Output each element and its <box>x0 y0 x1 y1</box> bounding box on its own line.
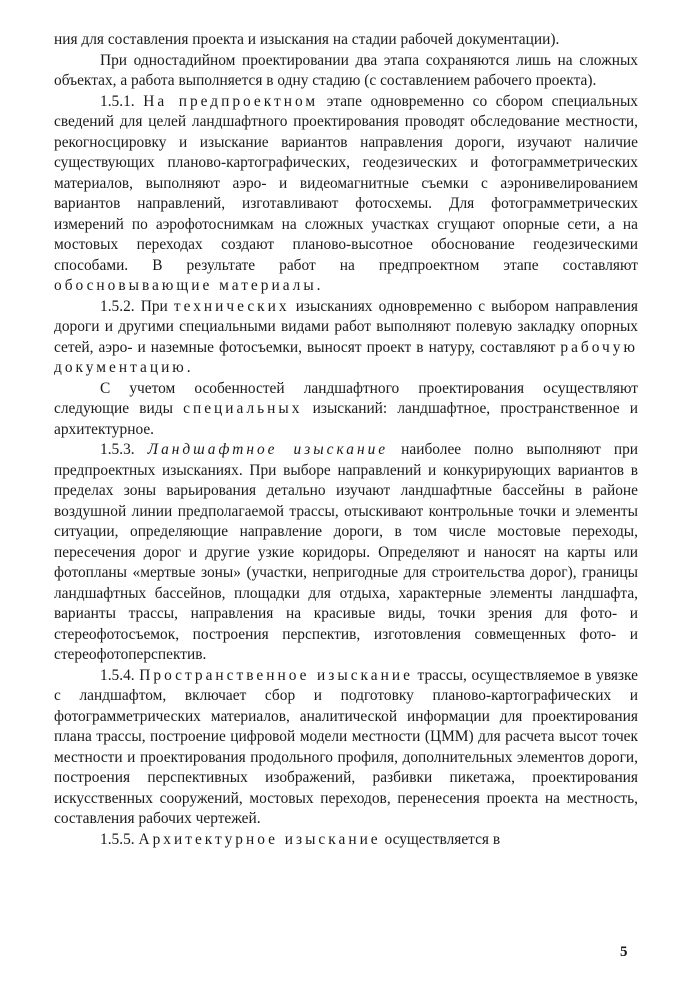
emphasized-term: Пространственное изыскание <box>139 666 413 684</box>
emphasized-term: Архитектурное изыскание <box>138 830 381 848</box>
text-run: При одностадийном проектировании два этапа сохраняются лишь на сложных объектах, а работа выполняется в одну стадию (с составлением рабочего проекта). <box>54 51 638 89</box>
text-run: 1.5.1. <box>100 92 144 110</box>
emphasized-term: специальных <box>183 400 303 417</box>
text-run: 1.5.2. При <box>100 297 174 315</box>
document-body <box>54 30 638 850</box>
page-number: 5 <box>620 944 628 960</box>
text-run: осуществляется в <box>380 830 501 848</box>
paragraph <box>54 297 638 379</box>
emphasized-term: рабочую документацию. <box>54 338 638 376</box>
text-run: 1.5.4. <box>100 666 140 684</box>
emphasized-term: На предпроектном <box>143 92 319 110</box>
emphasized-term: Ландшафтное изыскание <box>147 441 389 458</box>
paragraph <box>54 30 638 51</box>
text-run: изысканиях одновременно с выбором направления дороги и другими специальными видами работ выполняют полевую закладку опорных сетей, аэро- и наземные фотосъемки, выносят проект в натуру, составляют <box>54 297 638 356</box>
text-run: 1.5.5. <box>100 830 139 848</box>
paragraph <box>54 666 638 830</box>
text-run: ния для составления проекта и изыскания на стадии рабочей документации). <box>54 31 560 48</box>
text-run: изысканий: ландшафтное, пространственное и архитектурное. <box>54 400 639 438</box>
paragraph <box>54 379 638 441</box>
emphasized-term: обосновывающие материалы. <box>54 277 324 294</box>
text-run: С учетом особенностей ландшафтного проектирования осуществляют следующие виды <box>54 379 638 417</box>
emphasized-term: технических <box>173 297 290 315</box>
paragraph <box>54 440 638 666</box>
paragraph <box>54 830 638 851</box>
text-run: наиболее полно выполняют при предпроектных изысканиях. При выборе направлений и конкурирующих вариантов в пределах зоны варьирования детально изучают ландшафтные бассейны в районе воздушной линии предполагаемой трассы, отыскивают контрольные точки и элементы ситуации, определяющие направление дороги, в том числе мостовые переходы, пересечения дорог и другие узкие коридоры. Определяют и наносят на карты или фотопланы «мертвые зоны» (участки, непригодные для строительства дорог), границы ландшафтных бассейнов, площадки для отдыха, характерные элементы ландшафта, варианты трассы, направления на красивые виды, точки зрения для фото- и стереофотосъемок, построения перспектив, изготовления совмещенных фото- и стереофотоперспектив. <box>54 441 638 663</box>
paragraph <box>54 92 638 297</box>
text-run: трассы, осуществляемое в увязке с ландшафтом, включает сбор и подготовку планово-картографических и фотограмметрических материалов, аналитической информации для проектирования плана трассы, построение цифровой модели местности (ЦММ) для расчета высот точек местности и проектирования продольного профиля, дополнительных элементов дороги, построения перспективных изображений, разбивки пикетажа, проектирования искусственных сооружений, мостовых переходов, перенесения проекта на местность, составления рабочих чертежей. <box>54 666 638 827</box>
paragraph <box>54 51 638 92</box>
text-run: этапе одновременно со сбором специальных сведений для целей ландшафтного проектирования проводят обследование местности, рекогносцировку и изыскание вариантов направления дороги, изучают наличие существующих планово-картографических, геодезических и фотограмметрических материалов, выполняют аэро- и видеомагнитные съемки с аэронивелированием вариантов направлений, изготавливают фотосхемы. Для фотограмметрических измерений по аэрофотоснимкам на сложных участках сгущают опорные сети, а на мостовых переходах создают планово-высотное обоснование геодезическими способами. В результате работ на предпроектном этапе составляют <box>54 92 638 274</box>
text-run: 1.5.3. <box>100 441 148 458</box>
